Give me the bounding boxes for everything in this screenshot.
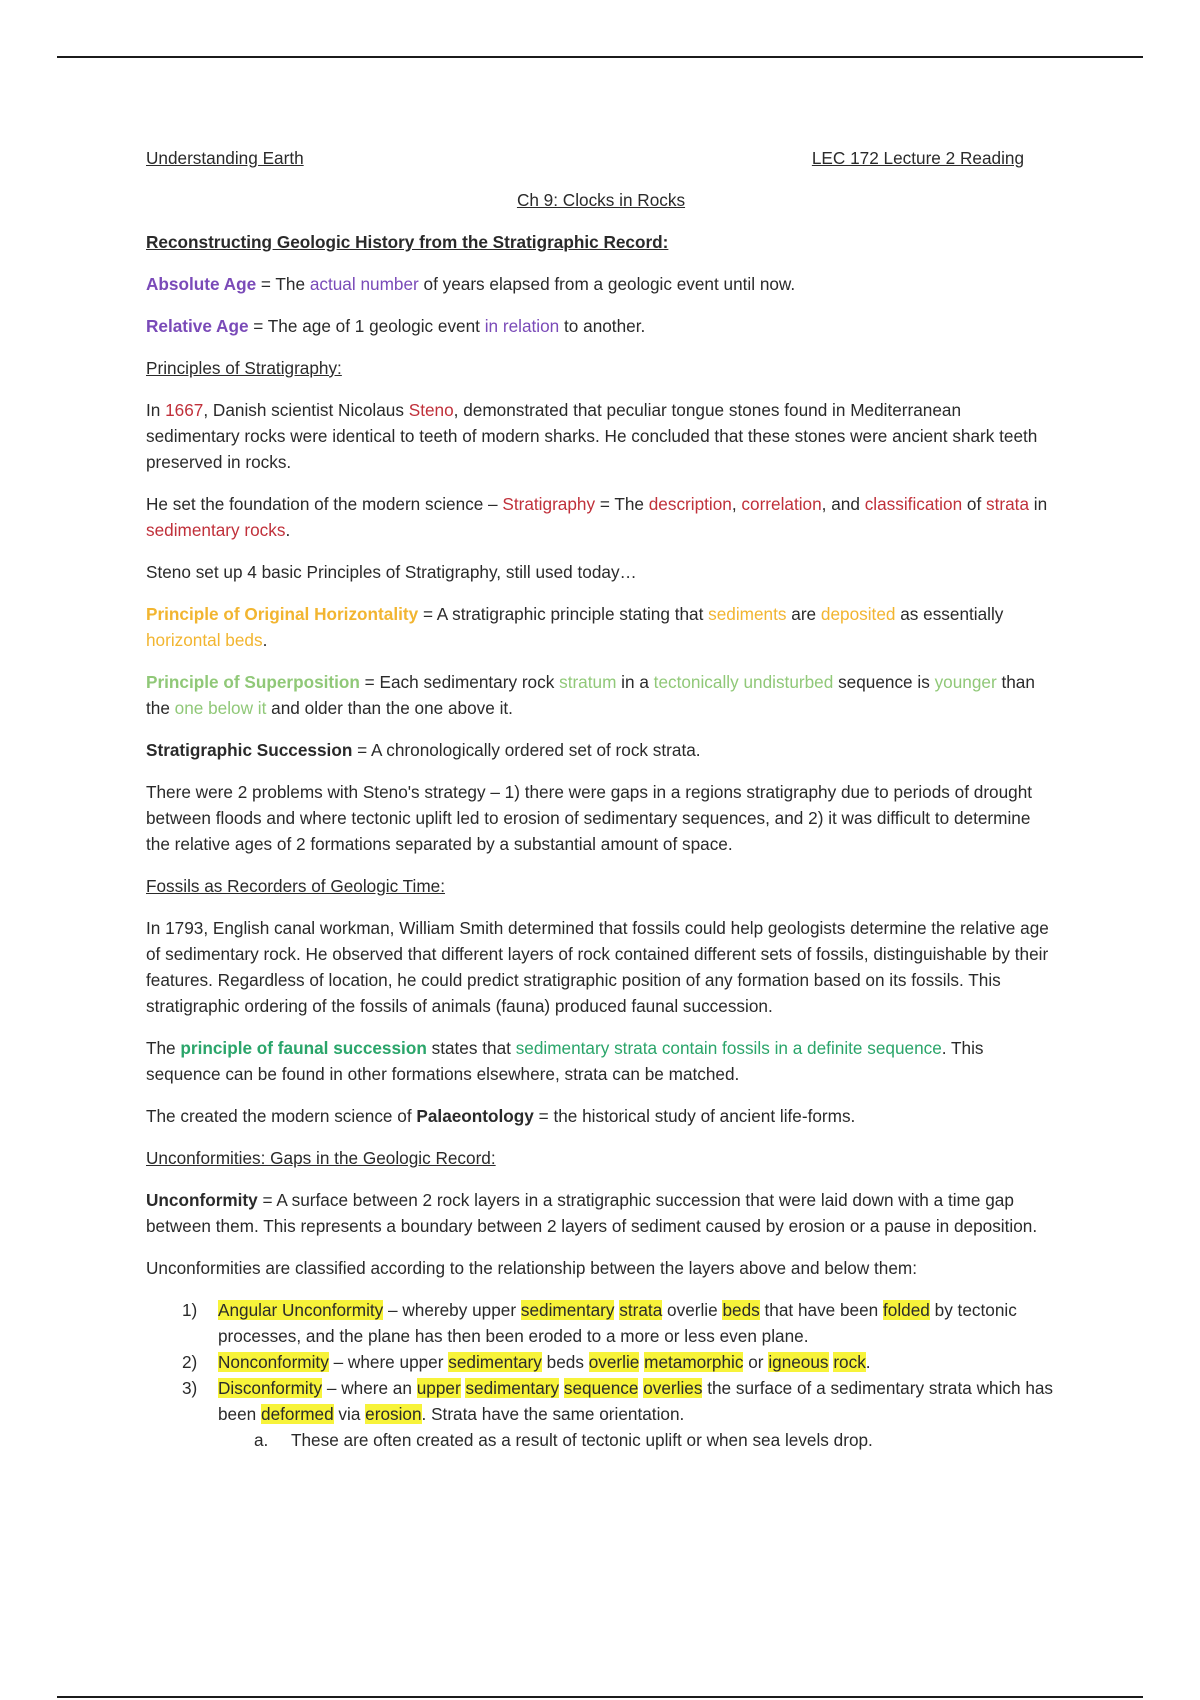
- text: as essentially: [895, 604, 1004, 624]
- highlight-text: tectonically undisturbed: [653, 672, 834, 692]
- text: .: [865, 1352, 871, 1372]
- section-heading-fossils: Fossils as Recorders of Geologic Time:: [146, 876, 445, 896]
- highlight-text: Steno: [408, 400, 454, 420]
- highlight-text: sedimentary rocks: [146, 520, 286, 540]
- text: of: [962, 494, 987, 514]
- text: than the: [146, 672, 1035, 718]
- text: ,: [731, 494, 742, 514]
- succession-term: Stratigraphic Succession: [146, 740, 353, 760]
- text: – where an: [322, 1378, 417, 1398]
- chapter-title: Ch 9: Clocks in Rocks: [516, 190, 686, 210]
- text: = the historical study of ancient life-forms.: [533, 1106, 856, 1126]
- unconformity-term: Unconformity: [146, 1190, 258, 1210]
- section-heading-principles: Principles of Stratigraphy:: [146, 358, 342, 378]
- unconformity-definition: [146, 1187, 1056, 1239]
- text: of years elapsed from a geologic event until now.: [418, 274, 796, 294]
- highlight-text: erosion: [365, 1404, 422, 1424]
- text: are: [786, 604, 821, 624]
- succession-definition: [146, 737, 1056, 763]
- text: = The age of 1 geologic event: [248, 316, 485, 336]
- text: via: [333, 1404, 366, 1424]
- text: = A chronologically ordered set of rock strata.: [352, 740, 701, 760]
- text: = A surface between 2 rock layers in a stratigraphic succession that were laid down with a time gap between them. This represents a boundary between 2 layers of sediment caused by erosion or a pause in deposition.: [146, 1190, 1038, 1236]
- text: by tectonic processes, and the plane has then been eroded to a more or less even plane.: [218, 1300, 1017, 1346]
- text: to another.: [559, 316, 646, 336]
- highlight-text: sequence: [563, 1378, 639, 1398]
- highlight-text: rock: [833, 1352, 866, 1372]
- absolute-age-term: Absolute Age: [146, 274, 257, 294]
- course-title: Understanding Earth: [146, 148, 304, 168]
- faunal-term: principle of faunal succession: [180, 1038, 427, 1058]
- highlight-text: upper: [416, 1378, 461, 1398]
- text: , and: [821, 494, 865, 514]
- highlight-text: 1667: [165, 400, 204, 420]
- list-number: 3): [182, 1378, 198, 1398]
- problems-paragraph: There were 2 problems with Steno's strategy – 1) there were gaps in a regions stratigraphy due to periods of drought between floods and where tectonic uplift led to erosion of sedimentary sequences, and 2) it was difficult to determine the relative ages of 2 formations separated by a substantial amount of space.: [146, 782, 1033, 854]
- relative-age-term: Relative Age: [146, 316, 249, 336]
- superposition-definition: [146, 669, 1056, 721]
- highlight-text: correlation: [741, 494, 822, 514]
- highlight-text: classification: [864, 494, 963, 514]
- bottom-rule: [57, 1696, 1143, 1698]
- text: .: [285, 520, 291, 540]
- highlight-text: sedimentary strata contain fossils in a definite sequence: [515, 1038, 942, 1058]
- steno-paragraph: [146, 397, 1056, 475]
- highlight-text: horizontal beds: [146, 630, 263, 650]
- list-number: 1): [182, 1300, 198, 1320]
- sub-list-item: [146, 1427, 1056, 1453]
- text: , demonstrated that peculiar tongue stones found in Mediterranean sedimentary rocks were identical to teeth of modern sharks. He concluded that these stones were ancient shark teeth preserved in rocks.: [146, 400, 1038, 472]
- highlight-text: strata: [619, 1300, 663, 1320]
- basic-principles-line: Steno set up 4 basic Principles of Stratigraphy, still used today…: [146, 562, 637, 582]
- list-term: Disconformity: [218, 1378, 323, 1398]
- text: or: [743, 1352, 769, 1372]
- text: = A stratigraphic principle stating that: [418, 604, 709, 624]
- sub-list-number: a.: [254, 1430, 269, 1450]
- text: overlie: [662, 1300, 723, 1320]
- stratigraphy-definition: [146, 491, 1056, 543]
- highlight-text: sedimentary: [465, 1378, 560, 1398]
- text: . Strata have the same orientation.: [421, 1404, 685, 1424]
- absolute-age-definition: [146, 271, 1056, 297]
- text: .: [262, 630, 268, 650]
- section-heading-reconstructing: Reconstructing Geologic History from the Stratigraphic Record:: [146, 232, 669, 252]
- highlight-text: sedimentary: [448, 1352, 542, 1372]
- highlight-text: in relation: [484, 316, 560, 336]
- lecture-title: LEC 172 Lecture 2 Reading: [811, 148, 1024, 168]
- highlight-text: Stratigraphy: [502, 494, 596, 514]
- highlight-text: overlie: [588, 1352, 640, 1372]
- horizontality-term: Principle of Original Horizontality: [146, 604, 419, 624]
- text: In: [146, 400, 166, 420]
- highlight-text: younger: [934, 672, 997, 692]
- section-heading-unconformities: Unconformities: Gaps in the Geologic Record:: [146, 1148, 496, 1168]
- list-term: Angular Unconformity: [218, 1300, 384, 1320]
- list-term: Nonconformity: [218, 1352, 329, 1372]
- horizontality-definition: [146, 601, 1056, 653]
- text: sequence is: [833, 672, 935, 692]
- document-page: [146, 145, 1056, 1453]
- relative-age-definition: [146, 313, 1056, 339]
- list-item: [146, 1297, 1056, 1349]
- highlight-text: strata: [986, 494, 1030, 514]
- superposition-term: Principle of Superposition: [146, 672, 360, 692]
- text: = Each sedimentary rock: [359, 672, 560, 692]
- text: that have been: [759, 1300, 884, 1320]
- palaeontology-paragraph: [146, 1103, 1056, 1129]
- sub-list-text: These are often created as a result of tectonic uplift or when sea levels drop.: [291, 1430, 873, 1450]
- text: = The: [595, 494, 649, 514]
- text: The: [146, 1038, 181, 1058]
- text: states that: [426, 1038, 516, 1058]
- highlight-text: deposited: [820, 604, 896, 624]
- text: in a: [616, 672, 654, 692]
- highlight-text: sediments: [708, 604, 787, 624]
- highlight-text: folded: [883, 1300, 930, 1320]
- text: and older than the one above it.: [266, 698, 513, 718]
- text: in: [1029, 494, 1048, 514]
- list-item: [146, 1349, 1056, 1375]
- list-number: 2): [182, 1352, 198, 1372]
- text: He set the foundation of the modern science –: [146, 494, 503, 514]
- highlight-text: stratum: [559, 672, 617, 692]
- unconformity-list: [146, 1297, 1056, 1427]
- highlight-text: overlies: [643, 1378, 703, 1398]
- highlight-text: sedimentary: [520, 1300, 615, 1320]
- faunal-succession-paragraph: [146, 1035, 1056, 1087]
- text: . This sequence can be found in other formations elsewhere, strata can be matched.: [146, 1038, 984, 1084]
- page-header: [146, 145, 1056, 171]
- highlight-text: deformed: [261, 1404, 334, 1424]
- text: = The: [256, 274, 310, 294]
- highlight-text: one below it: [174, 698, 267, 718]
- highlight-text: description: [648, 494, 732, 514]
- highlight-text: beds: [722, 1300, 760, 1320]
- text: The created the modern science of: [146, 1106, 417, 1126]
- highlight-text: igneous: [768, 1352, 829, 1372]
- text: the surface of a sedimentary strata which has been: [218, 1378, 1054, 1424]
- highlight-text: actual number: [309, 274, 419, 294]
- list-item: [146, 1375, 1056, 1427]
- palaeontology-term: Palaeontology: [416, 1106, 534, 1126]
- text: , Danish scientist Nicolaus: [203, 400, 409, 420]
- text: – where upper: [328, 1352, 449, 1372]
- classification-line: Unconformities are classified according to the relationship between the layers above and below them:: [146, 1258, 918, 1278]
- smith-paragraph: In 1793, English canal workman, William Smith determined that fossils could help geologists determine the relative age of sedimentary rock. He observed that different layers of rock contained different sets of fossils, distinguishable by their features. Regardless of location, he could predict stratigraphic position of any formation based on its fossils. This stratigraphic ordering of the fossils of animals (fauna) produced faunal succession.: [146, 918, 1049, 1016]
- top-rule: [57, 56, 1143, 58]
- text: beds: [541, 1352, 589, 1372]
- highlight-text: metamorphic: [644, 1352, 744, 1372]
- text: – whereby upper: [383, 1300, 521, 1320]
